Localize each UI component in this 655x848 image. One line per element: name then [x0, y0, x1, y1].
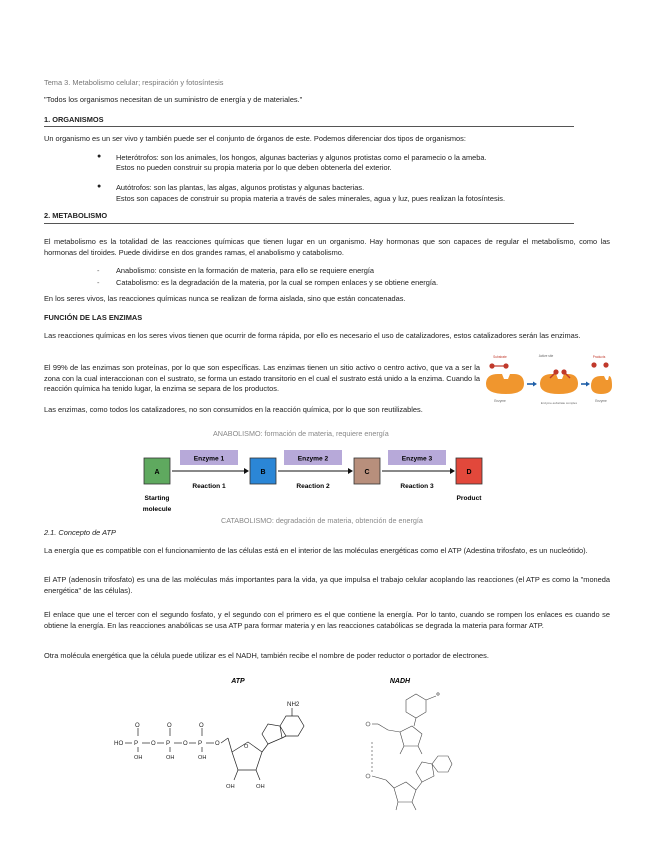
arrow-1-icon — [244, 468, 249, 474]
fig-label-enzyme-2: Enzyme — [595, 399, 607, 403]
atp-section-heading: 2.1. Concepto de ATP — [44, 528, 116, 537]
bullet-heterotrofos-line1: Heterótrofos: son los animales, los hongos, algunas bacterias y algunos protistas como el paramecio o la ameba. — [116, 153, 487, 162]
atp-title: ATP — [231, 678, 245, 685]
svg-text:O: O — [215, 741, 220, 747]
svg-text:OH: OH — [166, 755, 175, 761]
enzymes-paragraph-1: Las reacciones químicas en los seres vivos tienen que ocurrir de forma rápida, por ello es necesario el uso de catalizadores, estos catalizadores serán las enzimas. — [44, 331, 581, 340]
enzyme-2-label: Enzyme 2 — [297, 455, 329, 463]
reaction-1-label: Reaction 1 — [192, 483, 226, 490]
svg-text:O: O — [183, 741, 188, 747]
dash-anabolismo: Anabolismo: consiste en la formación de materia, para ello se requiere energía — [116, 266, 374, 275]
svg-text:P: P — [134, 740, 139, 747]
section2-divider — [44, 223, 574, 224]
bullet-dot-2: ● — [97, 183, 102, 190]
opening-quote: "Todos los organismos necesitan de un suministro de energía y de materiales." — [44, 95, 303, 104]
catabolismo-caption: CATABOLISMO: degradación de materia, obtención de energía — [221, 516, 423, 525]
product-label: Product — [456, 495, 482, 502]
section2-intro: El metabolismo es la totalidad de las reacciones químicas que tienen lugar en un organismo. Hay hormonas que son capaces de regular el metabolismo, como las hormonas del tiroides. Puede dividirse en dos grandes ramas, el anabolismo y catabolismo. — [44, 237, 610, 257]
svg-text:O: O — [135, 723, 140, 729]
arrow-2-icon — [348, 468, 353, 474]
arrow-icon — [533, 382, 537, 387]
svg-text:O: O — [151, 741, 156, 747]
svg-text:O: O — [244, 744, 249, 750]
section1-intro: Un organismo es un ser vivo y también puede ser el conjunto de órganos de este. Podemos diferenciar dos tipos de organismos: — [44, 134, 466, 143]
bullet-autotrofos-line2: Estos son capaces de construir su propia materia a través de sales minerales, agua y luz, pues realizan la fotosíntesis. — [116, 194, 506, 203]
enzyme-shape-3 — [591, 376, 612, 394]
anabolismo-caption: ANABOLISMO: formación de materia, requiere energía — [213, 429, 389, 438]
atp-paragraph-2: El ATP (adenosín trifosfato) es una de las moléculas más importantes para la vida, ya que impulsa el trabajo celular acoplando las reacciones (el ATP es como la "moneda energética" de las células). — [44, 575, 610, 595]
metabolic-pathway-diagram — [130, 448, 500, 518]
fig-label-products: Products — [592, 355, 606, 359]
starting-label-2: molecule — [142, 506, 172, 513]
enzymes-paragraph-3: Las enzimas, como todos los catalizadores, no son consumidos en la reacción química, por lo que son reutilizables. — [44, 405, 423, 414]
section2-after: En los seres vivos, las reacciones químicas nunca se realizan de forma aislada, sino que están concatenadas. — [44, 294, 406, 303]
svg-text:HO: HO — [114, 740, 124, 747]
svg-text:P: P — [198, 740, 203, 747]
bullet-heterotrofos-line2: Estos no pueden construir su propia materia por lo que deben obtenerla del exterior. — [116, 163, 392, 172]
document-subtitle: Tema 3. Metabolismo celular; respiración y fotosíntesis — [44, 78, 224, 87]
svg-text:P: P — [166, 740, 171, 747]
nadh-title: NADH — [389, 678, 411, 685]
enzyme-shape-2 — [540, 374, 578, 394]
substrate-icon — [489, 363, 494, 368]
svg-text:NH2: NH2 — [287, 701, 300, 708]
starting-label-1: Starting — [144, 495, 170, 502]
node-c-label: C — [364, 469, 370, 476]
svg-text:OH: OH — [256, 784, 265, 790]
svg-text:O: O — [167, 723, 172, 729]
svg-text:OH: OH — [198, 755, 207, 761]
enzyme-1-label: Enzyme 1 — [193, 455, 225, 463]
enzymes-heading: FUNCIÓN DE LAS ENZIMAS — [44, 313, 143, 322]
atp-paragraph-4: Otra molécula energética que la célula puede utilizar es el NADH, también recibe el nombre de poder reductor o portador de electrones. — [44, 651, 489, 660]
reaction-2-label: Reaction 2 — [296, 483, 330, 490]
section2-heading: 2. METABOLISMO — [44, 211, 108, 220]
arrow-3-icon — [450, 468, 455, 474]
atp-paragraph-1: La energía que es compatible con el funcionamiento de las células está en el interior de las moléculas energéticas como el ATP (Adestina trifosfato, es un nucleótido). — [44, 546, 588, 555]
fig-label-enzyme-1: Enzyme — [494, 399, 506, 403]
fig-label-complex: Enzyme-substrate complex — [540, 401, 578, 405]
fig-label-active-site: Active site — [538, 354, 554, 358]
enzyme-shape-1 — [486, 374, 524, 394]
enzyme-substrate-figure — [482, 350, 612, 408]
molecule-structures — [110, 672, 470, 832]
svg-text:OH: OH — [134, 755, 143, 761]
section1-divider — [44, 126, 574, 127]
bullet-dot-1: ● — [97, 153, 102, 160]
atp-paragraph-3: El enlace que une el tercer con el segundo fosfato, y el segundo con el primero es el que contiene la energía. Por lo tanto, cuando se rompen los enlaces es cuando se obtiene la energía. En las reacciones anabólicas se usa ATP para formar materia y en las reacciones catabólicas se degrada la materia para formar ATP. — [44, 610, 610, 630]
dash-catabolismo: Catabolismo: es la degradación de la materia, por la cual se rompen enlaces y se obtiene energía. — [116, 278, 439, 287]
svg-text:OH: OH — [226, 784, 235, 790]
enzyme-3-label: Enzyme 3 — [401, 455, 433, 463]
nadh-structure — [366, 693, 452, 810]
node-b-label: B — [260, 469, 266, 476]
dash-2: - — [97, 278, 100, 287]
fig-label-substrate: Substrate — [493, 355, 507, 359]
bullet-autotrofos-line1: Autótrofos: son las plantas, las algas, algunos protistas y algunas bacterias. — [116, 183, 365, 192]
node-d-label: D — [466, 469, 472, 476]
dash-1: - — [97, 266, 100, 275]
enzymes-paragraph-2: El 99% de las enzimas son proteínas, por lo que son específicas. Las enzimas tienen un sitio activo o centro activo, que va a ser la zona con la cual interaccionan con el sustrato, se forma un estado transitorio en el cual el sustrato está unido a la enzima. Cuando la reacción química ha tenido lugar, la enzima se separa de los productos. — [44, 363, 480, 393]
reaction-3-label: Reaction 3 — [400, 483, 434, 490]
svg-text:O: O — [199, 723, 204, 729]
node-a-label: A — [154, 469, 160, 476]
section1-heading: 1. ORGANISMOS — [44, 115, 104, 124]
atp-structure — [114, 701, 304, 790]
